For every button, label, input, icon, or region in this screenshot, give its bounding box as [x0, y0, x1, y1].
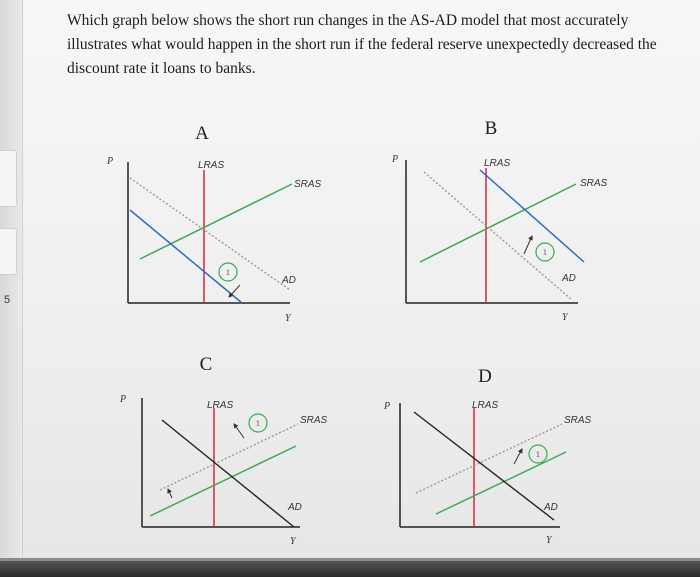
- graph-d: [383, 366, 592, 546]
- graph-c-ad-line: [162, 420, 294, 527]
- graph-a-ad-line: [130, 210, 242, 303]
- graph-c-axis-arrow: [168, 489, 172, 498]
- graph-a-shift-arrow: [229, 285, 240, 297]
- graph-a-lras-label: LRAS: [198, 160, 225, 171]
- graph-b-lras-label: LRAS: [484, 158, 511, 169]
- graph-c-y-axis-label: P: [120, 394, 127, 405]
- graph-c-lras-label: LRAS: [207, 400, 234, 411]
- graph-c-sras-label: SRAS: [300, 415, 328, 426]
- question-text: Which graph below shows the short run changes in the AS-AD model that most accurately illustrates what would happen in the short run if the federal reserve unexpectedly decreased the discount rate it loans to banks.: [67, 12, 657, 77]
- graph-a-shifted-line: [130, 178, 290, 290]
- graph-d-x-axis-label: Y: [546, 535, 552, 546]
- graph-b-shift-arrow: [524, 236, 532, 254]
- graph-a-sras-line: [140, 184, 292, 259]
- graph-d-ad-line: [414, 412, 554, 520]
- graph-a-title: A: [195, 123, 209, 144]
- graph-a-marker-number: 1: [226, 269, 230, 277]
- graph-b-y-axis-label: P: [392, 154, 399, 165]
- graph-a-ad-label: AD: [282, 275, 296, 286]
- graph-c-sras-line: [150, 446, 296, 516]
- graph-b-shifted-line: [424, 172, 572, 300]
- bottom-bezel: [0, 558, 700, 577]
- graph-b-ad-label: AD: [562, 273, 576, 284]
- graph-d-sras-label: SRAS: [564, 415, 592, 426]
- graph-b-sras-label: SRAS: [580, 178, 608, 189]
- graph-c: [119, 354, 328, 547]
- graph-c-shift-arrow: [234, 424, 244, 438]
- graph-b-sras-line: [420, 184, 576, 262]
- graph-a-sras-label: SRAS: [294, 179, 322, 190]
- graph-c-title: C: [199, 354, 213, 375]
- graph-d-shifted-line: [416, 424, 562, 493]
- graph-a-y-axis-label: P: [107, 156, 114, 167]
- graph-b-ad-line: [480, 170, 584, 262]
- graph-b-title: B: [484, 118, 498, 139]
- graph-b: [391, 118, 608, 323]
- question-number: 5: [3, 294, 11, 306]
- graph-d-marker-number: 1: [536, 451, 540, 459]
- graph-d-y-axis-label: P: [384, 401, 391, 412]
- graph-d-ad-label: AD: [544, 502, 558, 513]
- graph-d-lras-label: LRAS: [472, 400, 499, 411]
- graph-c-ad-label: AD: [288, 502, 302, 513]
- graph-b-marker-number: 1: [543, 249, 547, 257]
- graph-c-marker-number: 1: [256, 420, 260, 428]
- graph-b-x-axis-label: Y: [562, 312, 568, 323]
- graph-c-x-axis-label: Y: [290, 536, 296, 547]
- graph-d-title: D: [478, 366, 492, 387]
- graph-a-x-axis-label: Y: [285, 313, 291, 324]
- graph-c-shifted-line: [160, 424, 298, 490]
- graph-d-shift-arrow: [514, 449, 522, 464]
- graph-a: [106, 123, 322, 324]
